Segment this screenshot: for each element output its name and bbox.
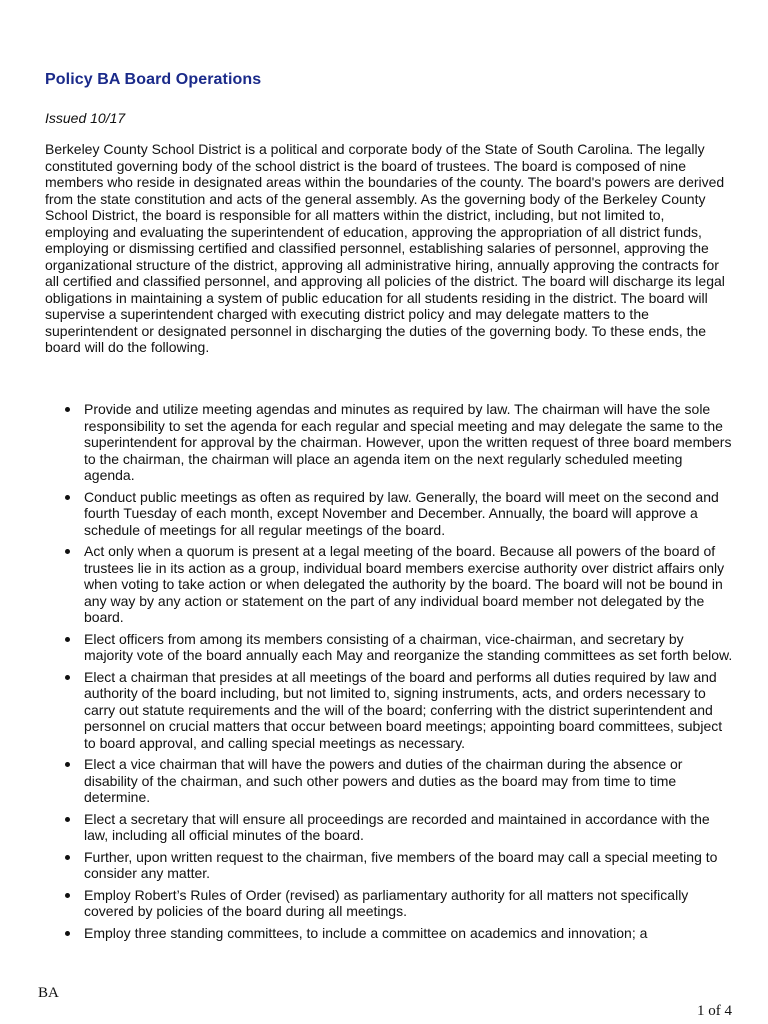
list-item <box>45 925 735 942</box>
bullet-icon <box>65 931 70 936</box>
page-title: Policy BA Board Operations <box>45 71 262 88</box>
bullet-icon <box>65 407 70 412</box>
list-item <box>45 849 735 882</box>
list-item <box>45 631 735 664</box>
bullet-icon <box>65 817 70 822</box>
bullet-icon <box>65 549 70 554</box>
bullet-icon <box>65 762 70 767</box>
list-item-text: Elect officers from among its members consisting of a chairman, vice-chairman, and secretary by majority vote of the board annually each May and reorganize the standing committees as set forth below. <box>84 630 733 663</box>
policy-bullet-list <box>45 401 735 946</box>
list-item-text: Elect a vice chairman that will have the powers and duties of the chairman during the absence or disability of the chairman, and such other powers and duties as the board may from time to time determine. <box>84 756 683 805</box>
list-item <box>45 401 735 484</box>
bullet-icon <box>65 637 70 642</box>
footer-page-number: 1 of 4 <box>697 1003 732 1019</box>
list-item <box>45 756 735 806</box>
footer-policy-code: BA <box>38 985 59 1001</box>
list-item-text: Conduct public meetings as often as required by law. Generally, the board will meet on the second and fourth Tuesday of each month, except November and December. Annually, the board will approve a schedule of meetings for all regular meetings of the board. <box>84 488 719 538</box>
list-item-text: Provide and utilize meeting agendas and minutes as required by law. The chairman will have the sole responsibility to set the agenda for each regular and special meeting and may delegate the same to the superintendent for approval by the chairman. However, upon the written request of three board members to the chairman, the chairman will place an agenda item on the next regularly scheduled meeting agenda. <box>84 401 732 483</box>
issued-date: Issued 10/17 <box>45 110 126 126</box>
intro-paragraph: Berkeley County School District is a political and corporate body of the State of South Carolina. The legally constituted governing body of the school district is the board of trustees. The board is composed of nine members who reside in designated areas within the boundaries of the county. The board's powers are derived from the state constitution and acts of the general assembly. As the governing body of the Berkeley County School District, the board is responsible for all matters within the district, including, but not limited to, employing and evaluating the superintendent of education, approving the appropriation of all district funds, employing or dismissing certified and classified personnel, establishing salaries of personnel, approving the organizational structure of the district, approving all administrative hiring, annually approving the contracts for all certified and classified personnel, and approving all policies of the district. The board will discharge its legal obligations in maintaining a system of public education for all students residing in the district. The board will supervise a superintendent charged with executing district policy and may delegate matters to the superintendent or designated personnel in discharging the duties of the governing body. To these ends, the board will do the following. <box>45 141 725 355</box>
list-item <box>45 669 735 752</box>
list-item <box>45 887 735 920</box>
list-item-text: Elect a chairman that presides at all meetings of the board and performs all duties required by law and authority of the board including, but not limited to, signing instruments, acts, and orders necessary to carry out statute requirements and the will of the board; conferring with the district superintendent and personnel on crucial matters that occur between board meetings; appointing board committees, subject to board approval, and calling special meetings as necessary. <box>84 668 723 751</box>
list-item <box>45 489 735 539</box>
bullet-icon <box>65 893 70 898</box>
list-item-text: Elect a secretary that will ensure all proceedings are recorded and maintained in accordance with the law, including all official minutes of the board. <box>84 810 710 843</box>
list-item-text: Act only when a quorum is present at a legal meeting of the board. Because all powers of the board of trustees lie in its action as a group, individual board members exercise authority over district affairs only when voting to take action or when delegated the authority by the board. The board will not be bound in any way by any action or statement on the part of any individual board member not delegated by the board. <box>84 543 725 625</box>
bullet-icon <box>65 675 70 680</box>
list-item <box>45 543 735 626</box>
list-item-text: Employ three standing committees, to include a committee on academics and innovation; a <box>84 924 648 941</box>
list-item <box>45 811 735 844</box>
bullet-icon <box>65 855 70 860</box>
list-item-text: Employ Robert’s Rules of Order (revised) as parliamentary authority for all matters not specifically covered by policies of the board during all meetings. <box>84 886 689 919</box>
list-item-text: Further, upon written request to the chairman, five members of the board may call a special meeting to consider any matter. <box>84 848 718 881</box>
bullet-icon <box>65 495 70 500</box>
